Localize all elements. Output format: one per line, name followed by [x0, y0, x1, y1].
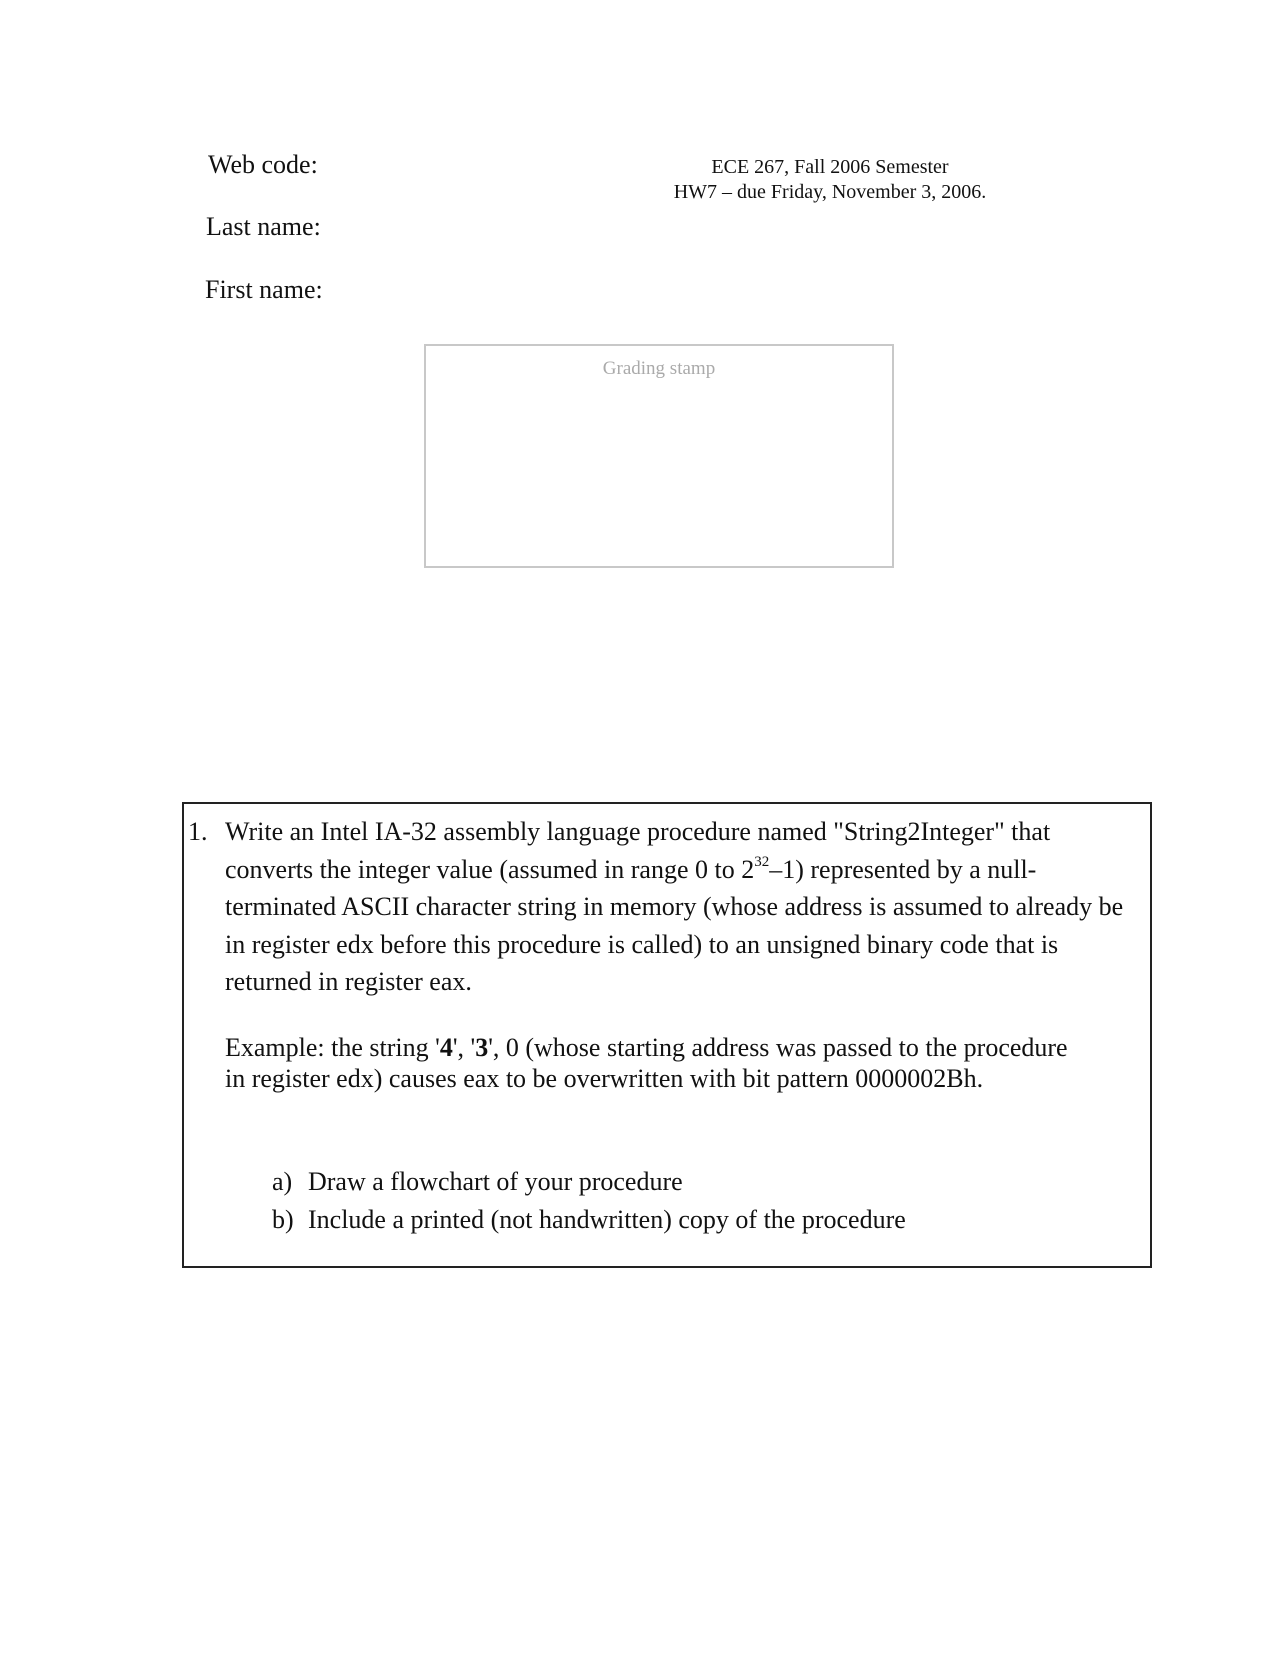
subpart-letter: b) [272, 1205, 294, 1234]
subpart-text: Draw a flowchart of your procedure [308, 1167, 683, 1196]
problem-exponent: 32 [754, 853, 770, 870]
course-line: ECE 267, Fall 2006 Semester [711, 156, 949, 178]
example-separator: ', ' [452, 1033, 476, 1062]
web-code-label: Web code: [208, 150, 318, 179]
problem-example [225, 1032, 1085, 1094]
subpart-list [272, 1163, 906, 1239]
example-prefix: Example: the string ' [225, 1033, 440, 1062]
example-char-1: 4 [439, 1033, 453, 1062]
example-char-2: 3 [475, 1033, 489, 1062]
example-suffix: ', 0 (whose starting address was passed to the procedure in register edx) causes eax to be overwritten with bit pattern 0000002Bh. [225, 1033, 1068, 1093]
last-name-label: Last name: [206, 212, 321, 241]
grading-stamp-label: Grading stamp [602, 358, 716, 379]
subpart-a [272, 1163, 906, 1201]
grading-stamp-box [424, 344, 894, 568]
problem-box [182, 802, 1152, 1268]
problem-text-part1: Write an Intel IA-32 assembly language procedure named "String2Integer" that converts the integer value (assumed in range 0 to 2 [225, 817, 1051, 884]
first-name-label: First name: [205, 275, 323, 304]
problem-text-part2: –1) represented by a null-terminated ASCII character string in memory (whose address is assumed to already be in register edx before this procedure is called) to an unsigned binary code that is returned in register eax. [225, 854, 1124, 996]
problem-number: 1. [188, 817, 208, 846]
subpart-b [272, 1201, 906, 1239]
due-date-line: HW7 – due Friday, November 3, 2006. [673, 181, 987, 203]
subpart-text: Include a printed (not handwritten) copy of the procedure [308, 1205, 906, 1234]
course-header [600, 155, 1060, 205]
problem-statement [225, 813, 1135, 1001]
subpart-letter: a) [272, 1167, 293, 1196]
